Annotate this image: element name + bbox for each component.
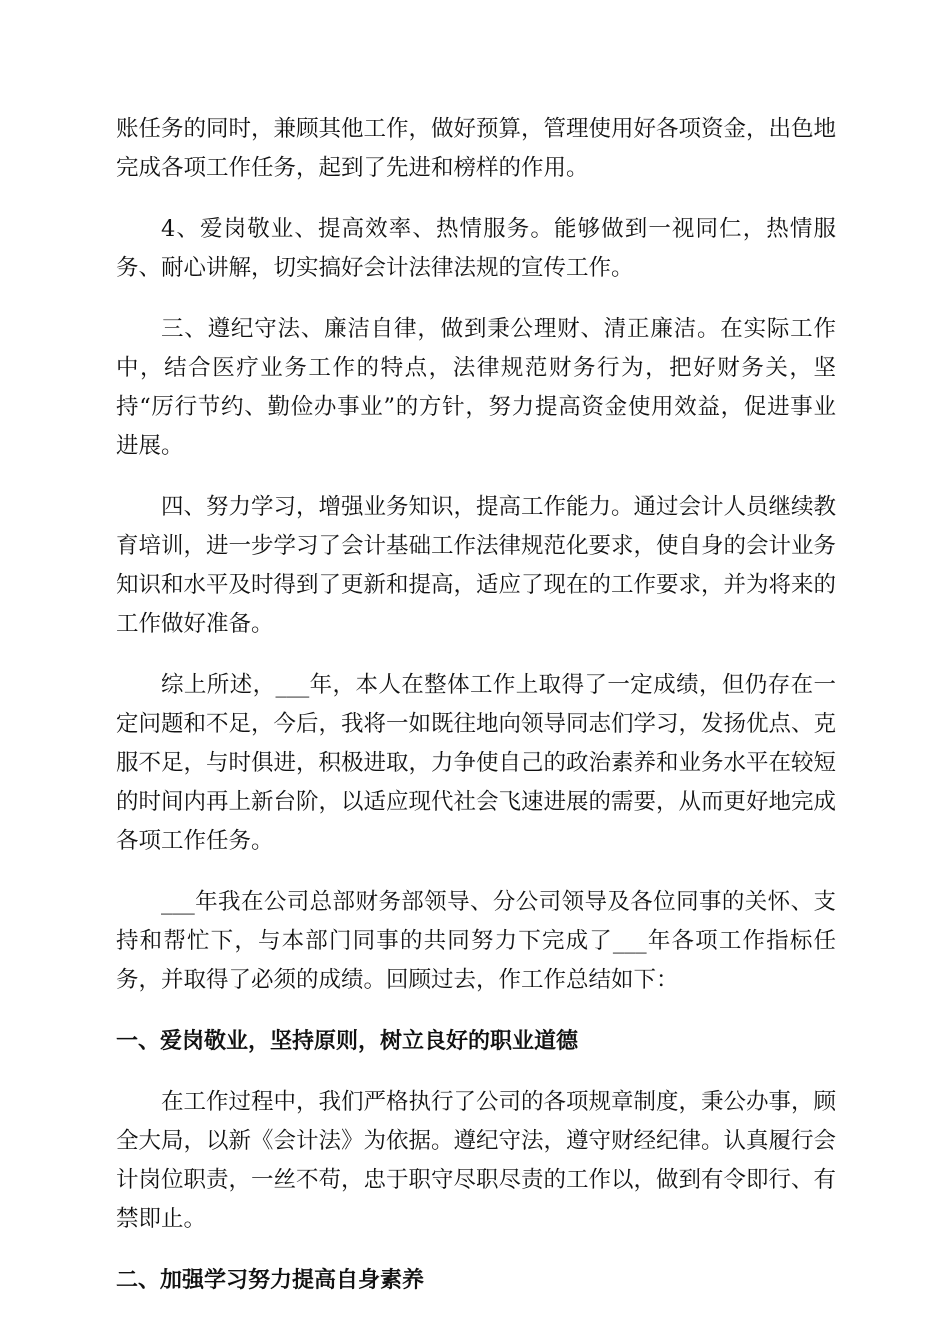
paragraph-continued: 账任务的同时，兼顾其他工作，做好预算，管理使用好各项资金，出色地完成各项工作任务，起到了先进和榜样的作用。 [116, 116, 837, 181]
paragraph-section-1-body: 在工作过程中，我们严格执行了公司的各项规章制度，秉公办事，顾全大局，以新《会计法》为依据。遵纪守法，遵守财经纪律。认真履行会计岗位职责，一丝不苟，忠于职守尽职尽责的工作以，做到有令即行、有禁即止。 [116, 1089, 837, 1232]
paragraph-intro: ___年我在公司总部财务部领导、分公司领导及各位同事的关怀、支持和帮忙下，与本部门同事的共同努力下完成了___年各项工作指标任务，并取得了必须的成绩。回顾过去，作工作总结如下： [116, 889, 836, 993]
paragraph-section-4: 四、努力学习，增强业务知识，提高工作能力。通过会计人员继续教育培训，进一步学习了会计基础工作法律规范化要求，使自身的会计业务知识和水平及时得到了更新和提高，适应了现在的工作要求，并为将来的工作做好准备。 [116, 494, 837, 637]
document-body [116, 110, 836, 1322]
section-heading-2: 二、加强学习努力提高自身素养 [116, 1268, 425, 1293]
paragraph-item-4: 4、爱岗敬业、提高效率、热情服务。能够做到一视同仁，热情服务、耐心讲解，切实搞好会计法律法规的宣传工作。 [116, 216, 836, 281]
paragraph-section-3: 三、遵纪守法、廉洁自律，做到秉公理财、清正廉洁。在实际工作中，结合医疗业务工作的特点，法律规范财务行为，把好财务关，坚持“厉行节约、勤俭办事业”的方针，努力提高资金使用效益，促进事业进展。 [116, 316, 836, 459]
paragraph-summary: 综上所述，___年，本人在整体工作上取得了一定成绩，但仍存在一定问题和不足，今后，我将一如既往地向领导同志们学习，发扬优点、克服不足，与时俱进，积极进取，力争使自己的政治素养和业务水平在较短的时间内再上新台阶，以适应现代社会飞速进展的需要，从而更好地完成各项工作任务。 [116, 672, 837, 854]
section-heading-1: 一、爱岗敬业，坚持原则，树立良好的职业道德 [116, 1029, 579, 1054]
